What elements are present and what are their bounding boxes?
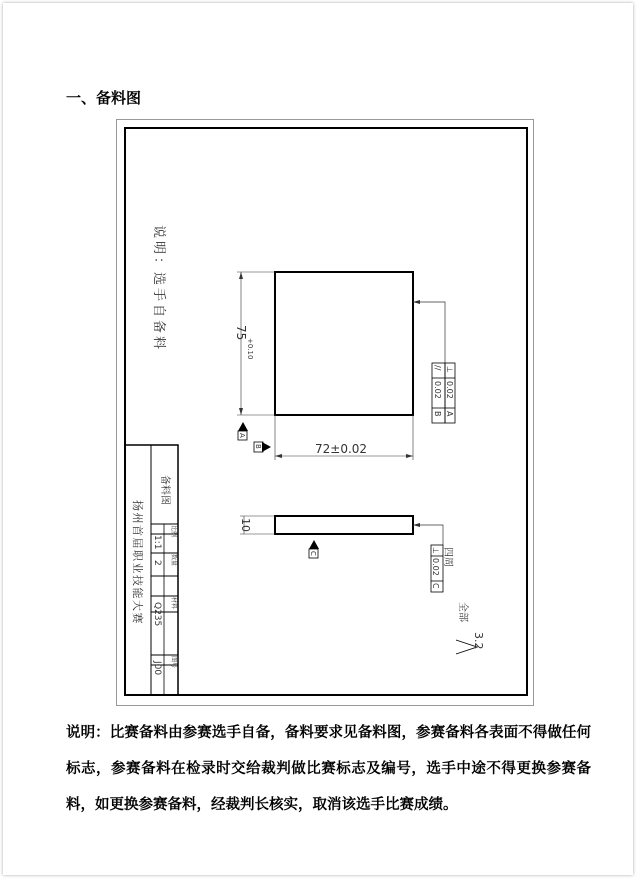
tol3-datum: C bbox=[431, 583, 440, 589]
title-qty-value: 2 bbox=[152, 560, 162, 566]
tol1-symbol: ⊥ bbox=[445, 366, 454, 373]
note-paragraph: 说明：比赛备料由参赛选手自备，备料要求见备料图，参赛备料各表面不得做任何标志，参赛备料在检录时交给裁判做比赛标志及编号，选手中途不得更换参赛备料，如更换参赛备料，经裁判长核实，取消该选手比赛成绩。 bbox=[66, 725, 591, 813]
title-qty-label: 数量 bbox=[170, 554, 177, 567]
tol2-datum: B bbox=[433, 411, 442, 417]
title-block bbox=[125, 445, 178, 695]
width-dimension bbox=[275, 415, 413, 460]
tolerance-frame-1 bbox=[445, 363, 455, 423]
drawing-frame bbox=[116, 119, 534, 706]
title-scale-label: 比例 bbox=[170, 525, 177, 538]
dim-height-tol: +0.10 bbox=[246, 338, 254, 360]
roughness-symbol bbox=[456, 632, 485, 654]
roughness-label: 全部 bbox=[457, 602, 468, 622]
plate-side-view bbox=[275, 516, 413, 534]
tol3-value: 0.02 bbox=[431, 558, 440, 576]
title-number-value: J00 bbox=[152, 661, 162, 676]
title-organization: 扬州首届职业技能大赛 bbox=[131, 500, 144, 625]
drawing-note-label: 说明： bbox=[151, 225, 166, 274]
datum-b-label: B bbox=[254, 444, 262, 449]
datum-c-triangle bbox=[309, 540, 319, 549]
tol1-datum: A bbox=[445, 411, 454, 417]
datum-a-triangle bbox=[238, 422, 248, 431]
document-page bbox=[3, 3, 633, 875]
dim-height-base: 75 bbox=[234, 325, 248, 341]
tol2-value: 0.02 bbox=[433, 381, 442, 399]
dim-width: 72±0.02 bbox=[315, 442, 368, 456]
tolerance-frame-2 bbox=[432, 363, 445, 423]
tolerance-frame-3 bbox=[431, 545, 443, 592]
section-heading: 一、备料图 bbox=[66, 89, 142, 107]
title-scale-value: 1:1 bbox=[152, 535, 162, 550]
drawing-note-text: 选手自备料 bbox=[151, 272, 166, 353]
tol2-symbol: // bbox=[433, 365, 442, 371]
height-dimension bbox=[234, 272, 275, 415]
title-material-value: Q235 bbox=[152, 602, 162, 627]
title-material-label: 材料 bbox=[170, 597, 177, 610]
datum-a-label: A bbox=[238, 433, 246, 438]
plate-front-view bbox=[275, 272, 413, 415]
roughness-value: 3.2 bbox=[472, 632, 485, 650]
engineering-drawing bbox=[117, 120, 535, 707]
dim-thickness: 10 bbox=[239, 518, 252, 532]
tol1-value: 0.02 bbox=[445, 381, 454, 399]
title-drawing-name: 备料图 bbox=[159, 475, 170, 505]
title-number-label: 图号 bbox=[170, 656, 177, 669]
around-label: 四周 bbox=[442, 547, 453, 567]
thickness-dimension bbox=[239, 516, 275, 534]
datum-c-label: C bbox=[309, 551, 317, 556]
tol3-symbol: ⊥ bbox=[431, 547, 440, 554]
